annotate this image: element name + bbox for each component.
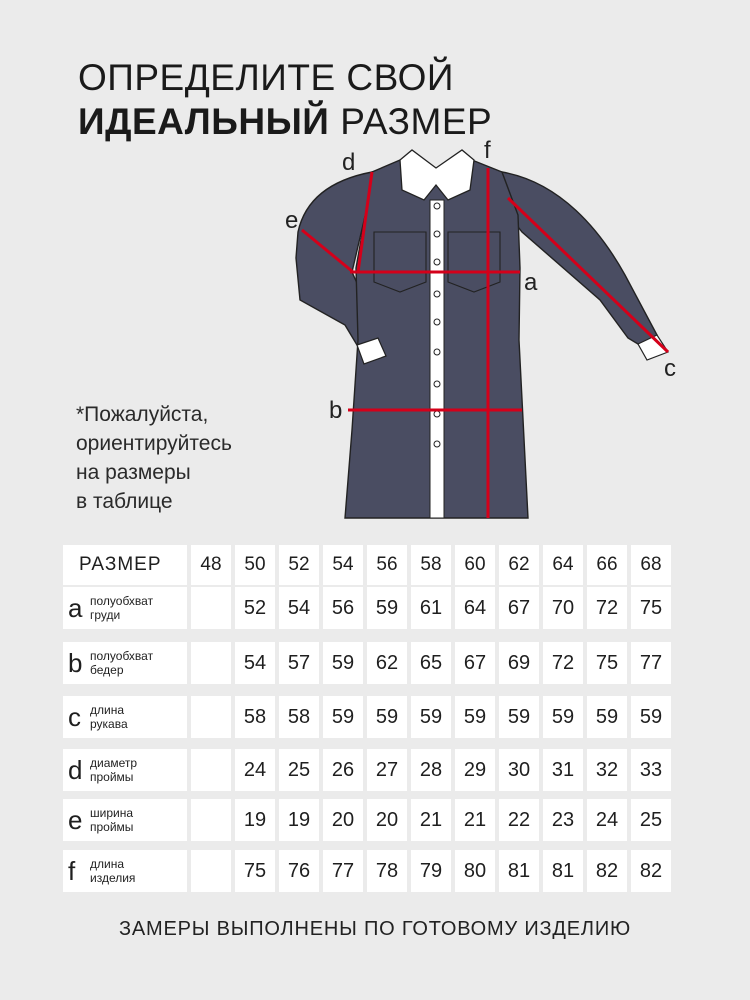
value-cell: 59 bbox=[499, 696, 539, 738]
description-line: полуобхват bbox=[90, 594, 154, 608]
page-title bbox=[78, 56, 492, 144]
value-cell bbox=[191, 642, 231, 684]
description-line: полуобхват bbox=[90, 649, 154, 663]
value-cell: 79 bbox=[411, 850, 451, 892]
title-line-2 bbox=[78, 100, 492, 144]
description-line: рукава bbox=[90, 717, 128, 731]
value-cell: 77 bbox=[323, 850, 363, 892]
value-cell: 75 bbox=[631, 587, 671, 629]
value-cell: 20 bbox=[323, 799, 363, 841]
title-line-1: ОПРЕДЕЛИТЕ СВОЙ bbox=[78, 57, 454, 98]
row-label-cell bbox=[63, 749, 187, 791]
measure-letter: a bbox=[68, 593, 83, 623]
header-size-cell: 58 bbox=[411, 545, 451, 585]
measure-letter: f bbox=[68, 856, 76, 886]
header-size-cell: 50 bbox=[235, 545, 275, 585]
label-a: a bbox=[524, 269, 538, 296]
value-cell: 81 bbox=[499, 850, 539, 892]
value-cell bbox=[191, 696, 231, 738]
measure-description bbox=[90, 594, 153, 622]
description-line: груди bbox=[90, 608, 121, 622]
value-cell: 58 bbox=[279, 696, 319, 738]
description-line: проймы bbox=[90, 820, 134, 834]
value-cell: 59 bbox=[411, 696, 451, 738]
measure-letter: c bbox=[68, 702, 81, 732]
value-cell: 24 bbox=[587, 799, 627, 841]
title-light-word: РАЗМЕР bbox=[340, 101, 493, 142]
value-cell: 24 bbox=[235, 749, 275, 791]
measure-letter: e bbox=[68, 805, 83, 835]
value-cell: 19 bbox=[279, 799, 319, 841]
value-cell: 52 bbox=[235, 587, 275, 629]
value-cell: 56 bbox=[323, 587, 363, 629]
header-size-cell: 64 bbox=[543, 545, 583, 585]
description-line: проймы bbox=[90, 770, 134, 784]
header-size-label: РАЗМЕР bbox=[63, 545, 187, 585]
value-cell: 21 bbox=[455, 799, 495, 841]
value-cell: 72 bbox=[543, 642, 583, 684]
measure-description bbox=[90, 806, 133, 834]
measure-letter: b bbox=[68, 648, 83, 678]
value-cell: 75 bbox=[587, 642, 627, 684]
measure-description bbox=[90, 703, 128, 731]
value-cell: 64 bbox=[455, 587, 495, 629]
value-cell: 19 bbox=[235, 799, 275, 841]
value-cell: 82 bbox=[587, 850, 627, 892]
value-cell: 59 bbox=[323, 642, 363, 684]
label-d: d bbox=[342, 149, 356, 176]
row-label-cell bbox=[63, 850, 187, 892]
value-cell: 25 bbox=[279, 749, 319, 791]
row-label-cell bbox=[63, 696, 187, 738]
description-line: ширина bbox=[90, 806, 134, 820]
value-cell: 26 bbox=[323, 749, 363, 791]
value-cell: 61 bbox=[411, 587, 451, 629]
value-cell: 69 bbox=[499, 642, 539, 684]
value-cell: 25 bbox=[631, 799, 671, 841]
header-size-cell: 62 bbox=[499, 545, 539, 585]
label-f: f bbox=[484, 140, 491, 164]
label-e: e bbox=[285, 207, 299, 234]
value-cell bbox=[191, 587, 231, 629]
value-cell: 27 bbox=[367, 749, 407, 791]
value-cell: 78 bbox=[367, 850, 407, 892]
value-cell: 59 bbox=[323, 696, 363, 738]
value-cell: 81 bbox=[543, 850, 583, 892]
right-sleeve bbox=[502, 172, 657, 350]
value-cell: 30 bbox=[499, 749, 539, 791]
header-size-cell: 56 bbox=[367, 545, 407, 585]
value-cell: 57 bbox=[279, 642, 319, 684]
placket bbox=[430, 200, 444, 518]
value-cell: 22 bbox=[499, 799, 539, 841]
value-cell: 20 bbox=[367, 799, 407, 841]
title-bold-word: ИДЕАЛЬНЫЙ bbox=[78, 101, 330, 142]
value-cell: 67 bbox=[499, 587, 539, 629]
value-cell: 75 bbox=[235, 850, 275, 892]
value-cell: 59 bbox=[631, 696, 671, 738]
value-cell: 54 bbox=[235, 642, 275, 684]
note-line: *Пожалуйста, bbox=[76, 403, 209, 426]
header-size-cell: 52 bbox=[279, 545, 319, 585]
value-cell: 62 bbox=[367, 642, 407, 684]
description-line: длина bbox=[90, 703, 125, 717]
header-size-cell: 60 bbox=[455, 545, 495, 585]
value-cell: 32 bbox=[587, 749, 627, 791]
value-cell: 59 bbox=[455, 696, 495, 738]
value-cell: 80 bbox=[455, 850, 495, 892]
value-cell: 54 bbox=[279, 587, 319, 629]
value-cell: 67 bbox=[455, 642, 495, 684]
measure-letter: d bbox=[68, 755, 83, 785]
header-size-cell: 68 bbox=[631, 545, 671, 585]
value-cell: 65 bbox=[411, 642, 451, 684]
description-line: диаметр bbox=[90, 756, 138, 770]
value-cell bbox=[191, 850, 231, 892]
value-cell: 59 bbox=[367, 587, 407, 629]
value-cell bbox=[191, 799, 231, 841]
header-size-cell: 48 bbox=[191, 545, 231, 585]
value-cell bbox=[191, 749, 231, 791]
measure-description bbox=[90, 756, 137, 784]
value-cell: 31 bbox=[543, 749, 583, 791]
value-cell: 70 bbox=[543, 587, 583, 629]
value-cell: 29 bbox=[455, 749, 495, 791]
note-line: на размеры bbox=[76, 461, 191, 484]
value-cell: 59 bbox=[543, 696, 583, 738]
value-cell: 23 bbox=[543, 799, 583, 841]
value-cell: 59 bbox=[367, 696, 407, 738]
row-label-cell bbox=[63, 799, 187, 841]
description-line: изделия bbox=[90, 871, 136, 885]
label-c: c bbox=[664, 355, 676, 382]
value-cell: 77 bbox=[631, 642, 671, 684]
value-cell: 76 bbox=[279, 850, 319, 892]
value-cell: 59 bbox=[587, 696, 627, 738]
value-cell: 72 bbox=[587, 587, 627, 629]
description-line: бедер bbox=[90, 663, 124, 677]
row-label-cell bbox=[63, 642, 187, 684]
note-line: в таблице bbox=[76, 490, 173, 513]
description-line: длина bbox=[90, 857, 125, 871]
value-cell: 21 bbox=[411, 799, 451, 841]
measure-description bbox=[90, 857, 135, 885]
label-b: b bbox=[329, 397, 343, 424]
note-line: ориентируйтесь bbox=[76, 432, 232, 455]
value-cell: 82 bbox=[631, 850, 671, 892]
measure-description bbox=[90, 649, 153, 677]
header-size-cell: 54 bbox=[323, 545, 363, 585]
value-cell: 33 bbox=[631, 749, 671, 791]
size-note bbox=[76, 400, 232, 516]
value-cell: 28 bbox=[411, 749, 451, 791]
footer-note: ЗАМЕРЫ ВЫПОЛНЕНЫ ПО ГОТОВОМУ ИЗДЕЛИЮ bbox=[118, 918, 631, 940]
header-size-cell: 66 bbox=[587, 545, 627, 585]
row-label-cell bbox=[63, 587, 187, 629]
value-cell: 58 bbox=[235, 696, 275, 738]
